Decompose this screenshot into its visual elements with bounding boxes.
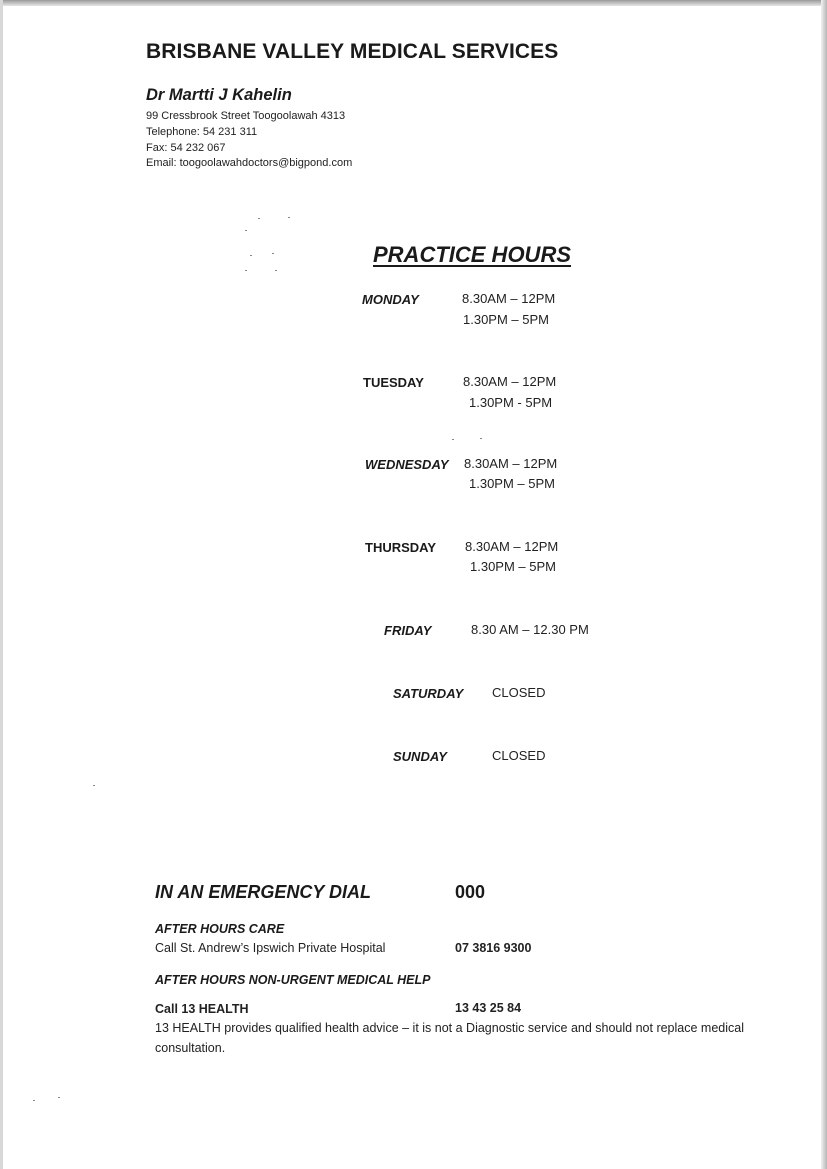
telephone: Telephone: 54 231 311 <box>146 126 258 138</box>
hours-monday-morning: 8.30AM – 12PM <box>462 291 556 306</box>
hours-wednesday-morning: 8.30AM – 12PM <box>464 456 558 471</box>
scan-speck <box>245 270 247 271</box>
day-label-wednesday: WEDNESDAY <box>365 457 449 472</box>
day-label-tuesday: TUESDAY <box>363 375 424 390</box>
hours-tuesday-afternoon: 1.30PM - 5PM <box>469 395 553 410</box>
after-hours-care-number: 07 3816 9300 <box>455 941 532 955</box>
scan-speck <box>275 270 277 271</box>
call-13-health-label: Call 13 HEALTH <box>155 1002 249 1016</box>
day-label-saturday: SATURDAY <box>393 686 464 701</box>
hours-tuesday-morning: 8.30AM – 12PM <box>463 374 557 389</box>
emergency-label: IN AN EMERGENCY DIAL <box>155 882 372 902</box>
clinic-name: BRISBANE VALLEY MEDICAL SERVICES <box>146 40 559 63</box>
doctor-name: Dr Martti J Kahelin <box>146 86 292 104</box>
practice-hours-title: PRACTICE HOURS <box>373 242 572 267</box>
scan-speck <box>250 255 252 256</box>
day-label-monday: MONDAY <box>362 292 419 307</box>
day-label-sunday: SUNDAY <box>393 749 447 764</box>
scan-speck <box>245 230 247 231</box>
scan-speck <box>288 217 290 218</box>
after-hours-care-heading: AFTER HOURS CARE <box>155 922 285 936</box>
email: Email: toogoolawahdoctors@bigpond.com <box>146 157 353 169</box>
scan-speck <box>58 1097 60 1098</box>
hours-saturday: CLOSED <box>492 685 546 700</box>
scan-edge-right <box>821 0 827 1169</box>
address: 99 Cressbrook Street Toogoolawah 4313 <box>146 110 346 122</box>
hours-thursday-morning: 8.30AM – 12PM <box>465 539 559 554</box>
scan-speck <box>33 1100 35 1101</box>
day-label-friday: FRIDAY <box>384 623 432 638</box>
day-label-thursday: THURSDAY <box>365 540 437 555</box>
after-hours-care-text: Call St. Andrew’s Ipswich Private Hospital <box>155 941 386 955</box>
scan-edge-top <box>0 0 827 6</box>
scan-speck <box>480 438 482 439</box>
13-health-note: 13 HEALTH provides qualified health advice – it is not a Diagnostic service and should not replace medical consultation. <box>155 1021 744 1055</box>
scan-edge-left <box>0 0 3 1169</box>
scan-speck <box>93 785 95 786</box>
scan-speck <box>258 218 260 219</box>
hours-sunday: CLOSED <box>492 748 546 763</box>
hours-monday-afternoon: 1.30PM – 5PM <box>463 312 549 327</box>
scan-speck <box>452 439 454 440</box>
hours-friday: 8.30 AM – 12.30 PM <box>471 622 589 637</box>
hours-wednesday-afternoon: 1.30PM – 5PM <box>469 476 555 491</box>
hours-thursday-afternoon: 1.30PM – 5PM <box>470 559 556 574</box>
scan-speck <box>272 253 274 254</box>
13-health-number: 13 43 25 84 <box>455 1001 522 1015</box>
fax: Fax: 54 232 067 <box>146 142 226 154</box>
non-urgent-heading: AFTER HOURS NON-URGENT MEDICAL HELP <box>155 973 431 987</box>
emergency-number: 000 <box>455 882 486 902</box>
